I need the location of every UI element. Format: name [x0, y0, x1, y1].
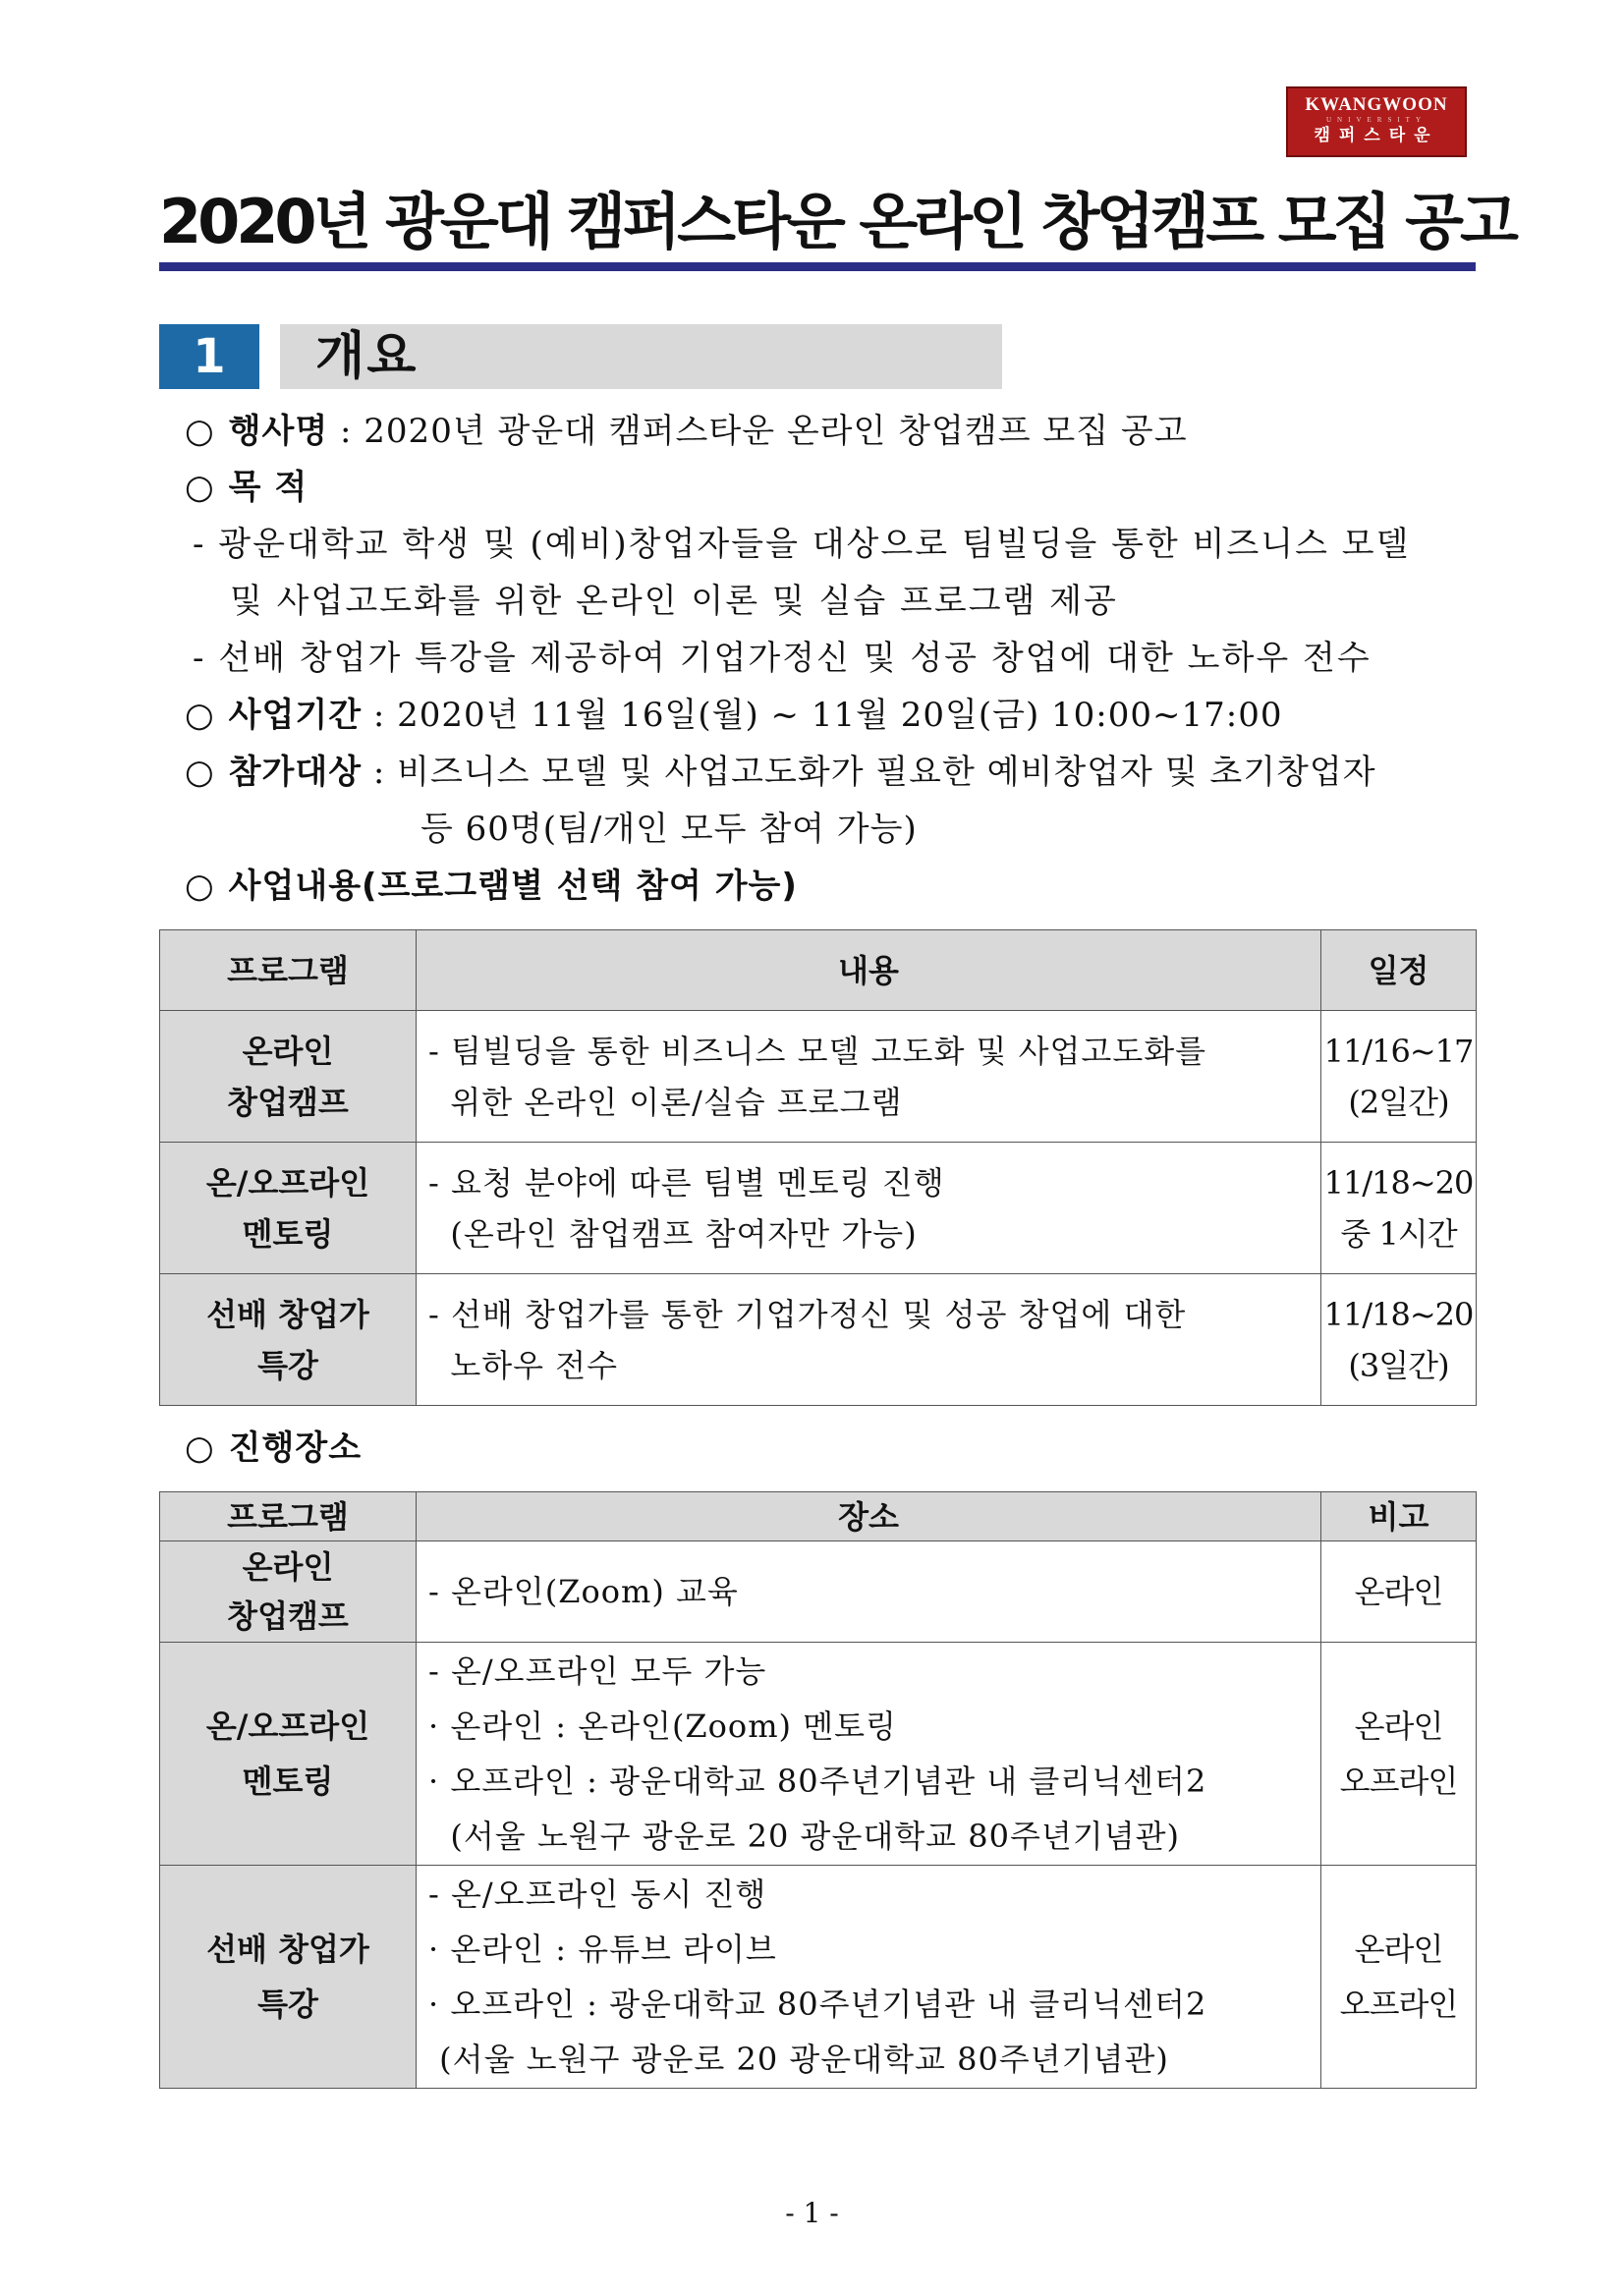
- cell-schedule: 11/18~20 중 1시간: [1321, 1143, 1477, 1274]
- item-target-cont: 등 60명(팀/개인 모두 참여 가능): [420, 810, 918, 849]
- cell-note: 온라인 오프라인: [1321, 1866, 1477, 2089]
- col-header-note: 비고: [1321, 1492, 1477, 1541]
- item-value: 비즈니스 모델 및 사업고도화가 필요한 예비창업자 및 초기창업자: [397, 753, 1376, 792]
- cell-schedule: 11/16~17 (2일간): [1321, 1011, 1477, 1143]
- item-sep: :: [362, 753, 398, 792]
- bullet-circle: ○: [185, 696, 215, 735]
- table-row: [160, 1011, 1477, 1143]
- title-underline: [159, 262, 1476, 271]
- item-target: [185, 752, 1376, 793]
- cell-place: - 온/오프라인 동시 진행 · 온라인 : 유튜브 라이브 · 오프라인 : 광운대학교 80주년기념관 내 클리닉센터2 (서울 노원구 광운로 20 광운대학교 80주년기념관): [417, 1866, 1321, 2089]
- venue-table: [159, 1491, 1477, 2089]
- item-value: 2020년 11월 16일(월) ~ 11월 20일(금) 10:00~17:00: [397, 696, 1283, 735]
- item-label: 사업기간: [228, 696, 363, 735]
- cell-note: 온라인: [1321, 1541, 1477, 1643]
- bullet-circle: ○: [185, 753, 215, 792]
- logo-line-3: 캠퍼스타운: [1314, 126, 1439, 144]
- col-header-content: 내용: [417, 930, 1321, 1011]
- bullet-circle: ○: [185, 1428, 215, 1468]
- item-sep: :: [328, 412, 364, 451]
- item-label: 행사명: [228, 412, 329, 451]
- bullet-circle: ○: [185, 468, 215, 507]
- item-event: [185, 411, 1188, 452]
- cell-content: - 팀빌딩을 통한 비즈니스 모델 고도화 및 사업고도화를 위한 온라인 이론/실습 프로그램: [417, 1011, 1321, 1143]
- col-header-place: 장소: [417, 1492, 1321, 1541]
- purpose-line-3: - 선배 창업가 특강을 제공하여 기업가정신 및 성공 창업에 대한 노하우 전수: [193, 639, 1372, 678]
- col-header-schedule: 일정: [1321, 930, 1477, 1011]
- bullet-circle: ○: [185, 412, 215, 451]
- cell-note: 온라인 오프라인: [1321, 1643, 1477, 1866]
- purpose-line-2: 및 사업고도화를 위한 온라인 이론 및 실습 프로그램 제공: [230, 582, 1118, 621]
- cell-program: 선배 창업가 특강: [160, 1274, 417, 1406]
- item-label: 진행장소: [228, 1428, 363, 1468]
- logo-line-2: UNIVERSITY: [1326, 116, 1427, 124]
- cell-content: - 요청 분야에 따른 팀별 멘토링 진행 (온라인 참업캠프 참여자만 가능): [417, 1143, 1321, 1274]
- col-header-program: 프로그램: [160, 930, 417, 1011]
- table-row: [160, 1143, 1477, 1274]
- item-value: 2020년 광운대 캠퍼스타운 온라인 창업캠프 모집 공고: [364, 412, 1188, 451]
- item-venue: [185, 1428, 362, 1469]
- cell-program: 온/오프라인 멘토링: [160, 1643, 417, 1866]
- cell-schedule: 11/18~20 (3일간): [1321, 1274, 1477, 1406]
- cell-program: 온/오프라인 멘토링: [160, 1143, 417, 1274]
- item-label: 목 적: [228, 468, 308, 507]
- cell-program: 선배 창업가 특강: [160, 1866, 417, 2089]
- cell-program: 온라인 창업캠프: [160, 1011, 417, 1143]
- col-header-program: 프로그램: [160, 1492, 417, 1541]
- item-period: [185, 695, 1282, 736]
- cell-program: 온라인 창업캠프: [160, 1541, 417, 1643]
- table-row: [160, 1643, 1477, 1866]
- table-row: [160, 1274, 1477, 1406]
- section-number: 1: [159, 324, 259, 389]
- university-logo: [1286, 86, 1467, 157]
- page-title: 2020년 광운대 캠퍼스타운 온라인 창업캠프 모집 공고: [159, 186, 1515, 257]
- program-table: [159, 929, 1477, 1406]
- item-purpose: [185, 467, 308, 508]
- cell-place: - 온라인(Zoom) 교육: [417, 1541, 1321, 1643]
- section-title: 개요: [280, 324, 1002, 389]
- page-number: - 1 -: [785, 2197, 839, 2229]
- item-label: 사업내용(프로그램별 선택 참여 가능): [228, 867, 798, 906]
- bullet-circle: ○: [185, 867, 215, 906]
- item-content: [185, 866, 798, 907]
- cell-place: - 온/오프라인 모두 가능 · 온라인 : 온라인(Zoom) 멘토링 · 오프라인 : 광운대학교 80주년기념관 내 클리닉센터2 (서울 노원구 광운로 20 광운대학교 80주년기념관): [417, 1643, 1321, 1866]
- table-row: [160, 1541, 1477, 1643]
- item-sep: :: [362, 696, 398, 735]
- logo-line-1: KWANGWOON: [1305, 94, 1448, 115]
- table-row: [160, 1866, 1477, 2089]
- cell-content: - 선배 창업가를 통한 기업가정신 및 성공 창업에 대한 노하우 전수: [417, 1274, 1321, 1406]
- purpose-line-1: - 광운대학교 학생 및 (예비)창업자들을 대상으로 팀빌딩을 통한 비즈니스 모델: [193, 525, 1411, 564]
- item-label: 참가대상: [228, 753, 363, 792]
